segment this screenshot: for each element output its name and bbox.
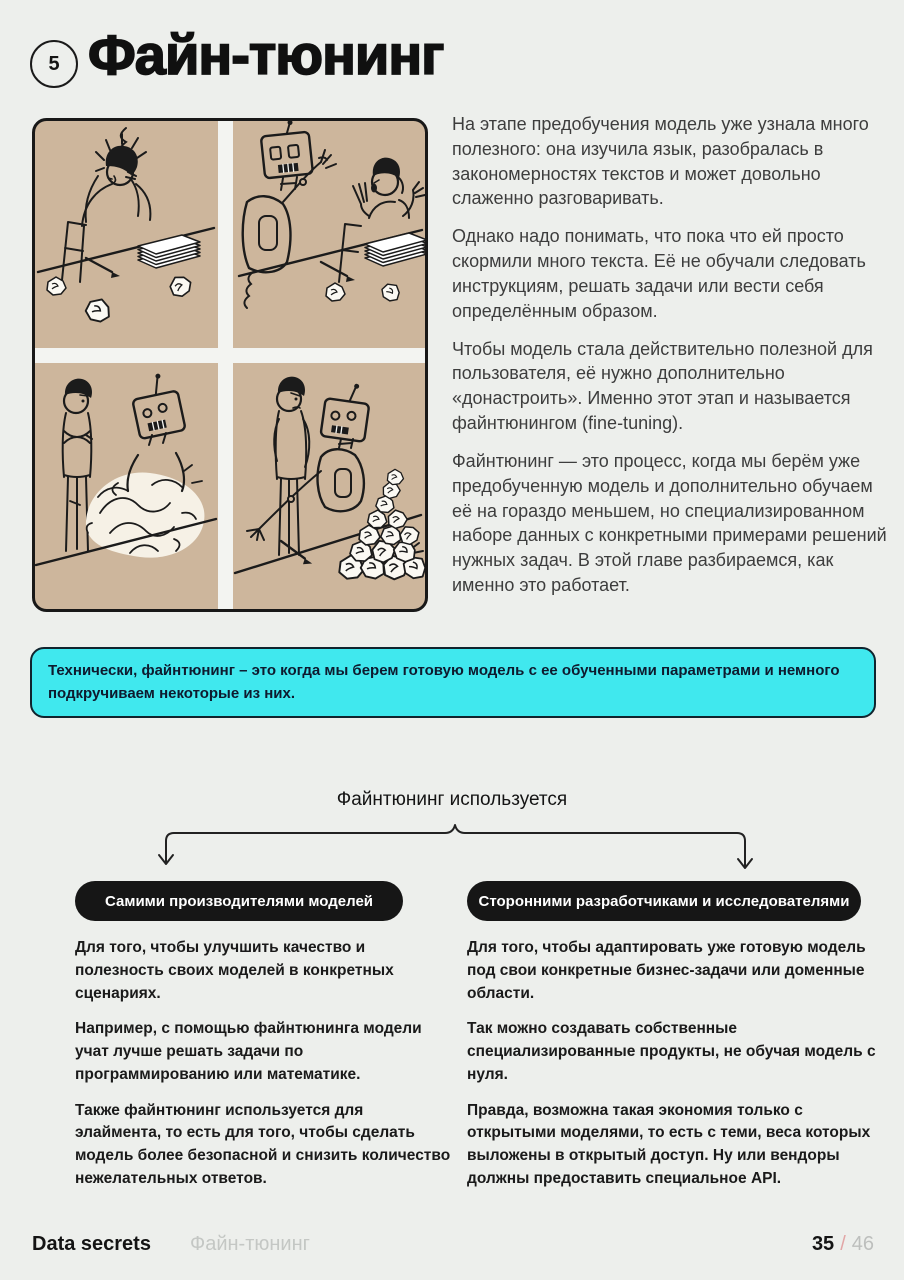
intro-paragraph: На этапе предобучения модель уже узнала много полезного: она изучила язык, разобралась в закономерностях текстов и может довольно слаженно разговаривать. xyxy=(452,114,869,209)
total-pages: 46 xyxy=(851,1233,874,1255)
chapter-number: 5 xyxy=(48,52,60,75)
branch-column-producers xyxy=(75,937,453,1204)
branch-column-third-party xyxy=(467,937,877,1204)
current-page-number: 35 xyxy=(811,1233,835,1255)
branch-pill-producers xyxy=(75,881,403,921)
branch-paragraph: Также файнтюнинг используется для элаймента, то есть для того, чтобы сделать модель более безопасной и снизить количество нежелательных ответов. xyxy=(75,1101,451,1188)
intro-paragraph: Чтобы модель стала действительно полезной для пользователя, её нужно дополнительно «донастроить». Именно этот этап и называется файнтюнингом (fine-tuning). xyxy=(452,338,873,434)
branch-pill-label: Сторонними разработчиками и исследователями xyxy=(478,892,850,910)
comic-svg xyxy=(32,118,428,612)
branch-paragraph: Так можно создавать собственные специализированные продукты, не обучая модель с нуля. xyxy=(467,1020,876,1083)
comic-illustration xyxy=(32,118,428,612)
page-title: Файн-тюнинг xyxy=(88,23,444,86)
intro-paragraph: Однако надо понимать, что пока что ей просто скормили много текста. Её не обучали следовать инструкциям, решать задачи или вести себя определённым образом. xyxy=(452,226,866,321)
callout-box xyxy=(30,647,876,718)
page-separator: / xyxy=(840,1233,846,1255)
footer-section-label: Файн-тюнинг xyxy=(190,1233,310,1255)
branch-paragraph: Например, с помощью файнтюнинга модели учат лучше решать задачи по программированию или математике. xyxy=(75,1020,422,1083)
intro-text xyxy=(452,112,894,611)
callout-text: Технически, файнтюнинг – это когда мы берем готовую модель с ее обученными параметрами и немного подкручиваем некоторые из них. xyxy=(48,662,840,703)
footer-brand: Data secrets xyxy=(32,1233,151,1255)
branch-pill-third-party xyxy=(467,881,861,921)
intro-paragraph: Файнтюнинг — это процесс, когда мы берём уже предобученную модель и дополнительно обучаем её на гораздо меньшем, но специализированном наборе данных с конкретными примерами решений нужных задач. В этой главе разбираемся, как именно это работает. xyxy=(452,450,887,596)
branch-paragraph: Для того, чтобы улучшить качество и полезность своих моделей в конкретных сценариях. xyxy=(75,939,394,1002)
branch-pill-label: Самими производителями моделей xyxy=(104,892,374,910)
footer-page-indicator xyxy=(812,1233,874,1256)
branch-paragraph: Правда, возможна такая экономия только с открытыми моделями, то есть с теми, веса которых выложены в открытый доступ. Ну или вендоры должны предоставить специальное API. xyxy=(467,1101,871,1188)
chapter-number-badge xyxy=(30,40,78,88)
diagram-title: Файнтюнинг используется xyxy=(336,789,568,810)
branch-bracket xyxy=(150,818,762,878)
branch-paragraph: Для того, чтобы адаптировать уже готовую модель под свои конкретные бизнес-задачи или доменные области. xyxy=(467,939,866,1002)
